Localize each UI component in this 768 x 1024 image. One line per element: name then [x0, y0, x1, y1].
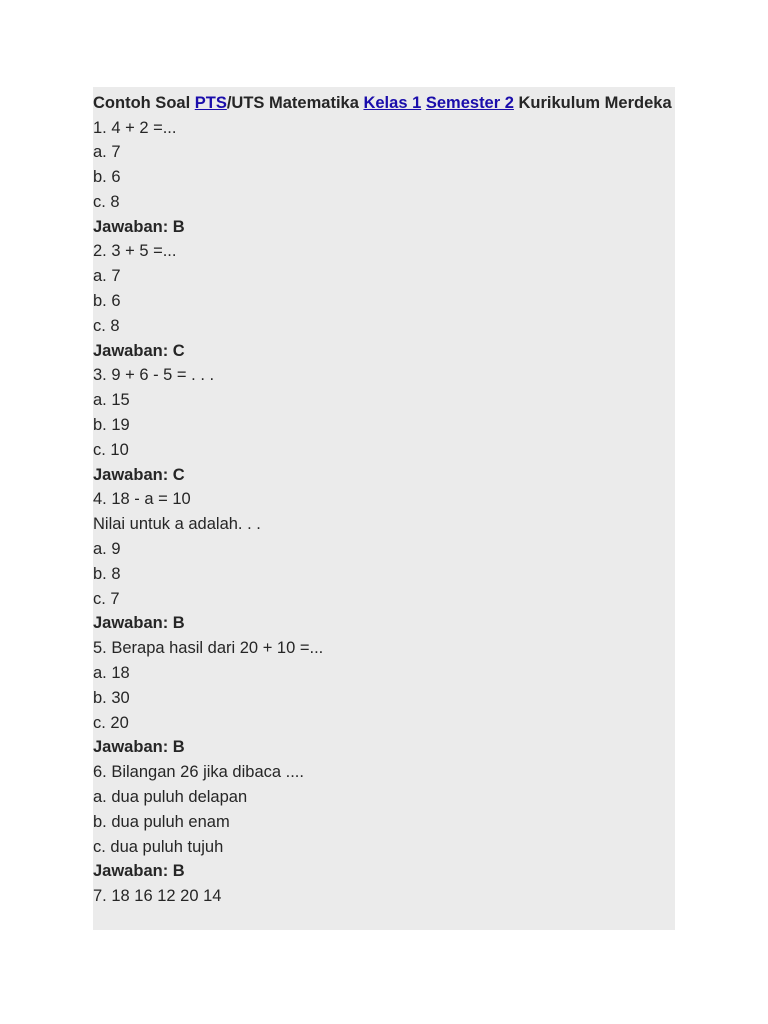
question-line: 6. Bilangan 26 jika dibaca ....: [93, 763, 304, 782]
question-line: c. 10: [93, 440, 129, 459]
answer-line: Jawaban: C: [93, 465, 185, 484]
question-line: 5. Berapa hasil dari 20 + 10 =...: [93, 639, 324, 658]
question-line: a. 9: [93, 540, 121, 559]
link-pts[interactable]: PTS: [194, 94, 227, 112]
question-line: a. 7: [93, 267, 121, 286]
document-title: [93, 87, 675, 116]
question-line: a. dua puluh delapan: [93, 788, 248, 807]
answer-line: Jawaban: B: [93, 738, 185, 757]
answer-line: Jawaban: C: [93, 341, 185, 360]
question-line: b. 6: [93, 292, 121, 311]
question-line: Nilai untuk a adalah. . .: [93, 515, 261, 534]
question-line: c. 8: [93, 316, 120, 335]
answer-line: Jawaban: B: [93, 614, 185, 633]
question-line: 2. 3 + 5 =...: [93, 242, 177, 261]
question-line: c. 7: [93, 589, 120, 608]
question-list: [93, 116, 675, 910]
question-line: 3. 9 + 6 - 5 = . . .: [93, 366, 215, 385]
question-line: a. 18: [93, 664, 130, 683]
answer-line: Jawaban: B: [93, 862, 185, 881]
question-line: a. 7: [93, 143, 121, 162]
question-line: b. 6: [93, 168, 121, 187]
title-suffix: Kurikulum Merdeka: [513, 94, 672, 112]
question-line: b. 30: [93, 688, 130, 707]
question-line: b. 8: [93, 564, 121, 583]
question-line: 7. 18 16 12 20 14: [93, 887, 222, 906]
link-kelas-1[interactable]: Kelas 1: [363, 94, 422, 112]
question-line: c. 8: [93, 192, 120, 211]
document-page: [93, 87, 675, 930]
question-line: 1. 4 + 2 =...: [93, 118, 177, 137]
question-line: 4. 18 - a = 10: [93, 490, 191, 509]
link-semester-2[interactable]: Semester 2: [425, 94, 514, 112]
title-middle: /UTS Matematika: [226, 94, 364, 112]
question-line: c. 20: [93, 713, 129, 732]
question-line: b. dua puluh enam: [93, 812, 230, 831]
question-line: c. dua puluh tujuh: [93, 837, 224, 856]
question-line: a. 15: [93, 391, 130, 410]
title-prefix: Contoh Soal: [93, 94, 195, 112]
answer-line: Jawaban: B: [93, 217, 185, 236]
question-line: b. 19: [93, 416, 130, 435]
